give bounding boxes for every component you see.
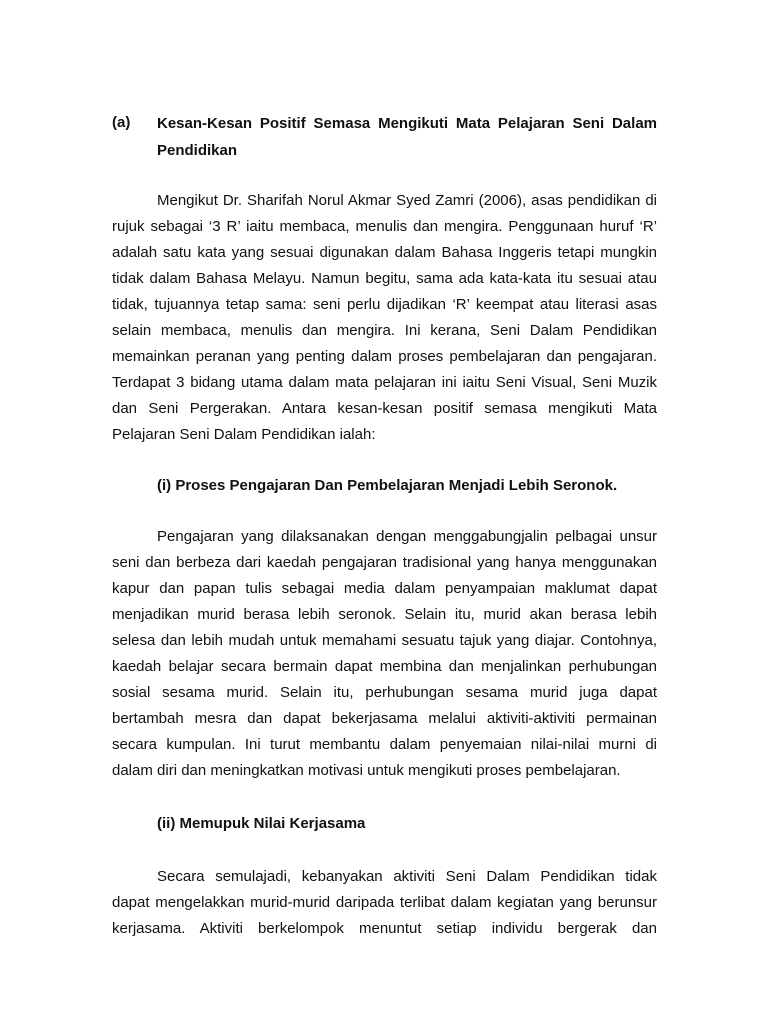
text-line: kapur dan papan tulis sebagai media dalam penyampaian maklumat dapat — [112, 580, 657, 597]
text-line: dalam diri dan meningkatkan motivasi untuk mengikuti proses pembelajaran. — [112, 762, 621, 779]
text-line: adalah satu kata yang sesuai digunakan dalam Bahasa Inggeris tetapi mungkin — [112, 244, 657, 261]
text-line: bertambah mesra dan dapat bekerjasama melalui aktiviti-aktiviti permainan — [112, 710, 657, 727]
text-line: tidak, tujuannya tetap sama: seni perlu dijadikan ‘R’ keempat atau literasi asas — [112, 296, 657, 313]
text-line: Terdapat 3 bidang utama dalam mata pelajaran ini iaitu Seni Visual, Seni Muzik — [112, 374, 657, 391]
section-title — [157, 110, 657, 164]
text-line: kerjasama. Aktiviti berkelompok menuntut setiap individu bergerak dan — [112, 920, 657, 937]
section-label: (a) — [112, 114, 131, 131]
text-line: menjadikan murid berasa lebih seronok. Selain itu, murid akan berasa lebih — [112, 606, 657, 623]
text-line: dapat mengelakkan murid-murid daripada terlibat dalam kegiatan yang berunsur — [112, 894, 657, 911]
paragraph-2 — [112, 524, 657, 784]
text-line: tidak dalam Bahasa Melayu. Namun begitu, sama ada kata-kata itu sesuai atau — [112, 270, 657, 287]
text-line: rujuk sebagai ‘3 R’ iaitu membaca, menulis dan mengira. Penggunaan huruf ‘R’ — [112, 218, 657, 235]
text-line: Mengikut Dr. Sharifah Norul Akmar Syed Zamri (2006), asas pendidikan di — [157, 192, 657, 209]
text-line: seni dan berbeza dari kaedah pengajaran tradisional yang hanya menggunakan — [112, 554, 657, 571]
text-line: selesa dan lebih mudah untuk memahami sesuatu tajuk yang diajar. Contohnya, — [112, 632, 657, 649]
text-line: selain membaca, menulis dan mengira. Ini kerana, Seni Dalam Pendidikan — [112, 322, 657, 339]
subheading-ii: (ii) Memupuk Nilai Kerjasama — [157, 815, 366, 832]
text-line: secara kumpulan. Ini turut membantu dalam penyemaian nilai-nilai murni di — [112, 736, 657, 753]
text-line: memainkan peranan yang penting dalam proses pembelajaran dan pengajaran. — [112, 348, 657, 365]
paragraph-1 — [112, 188, 657, 448]
text-line: Pelajaran Seni Dalam Pendidikan ialah: — [112, 426, 376, 443]
subheading-i: (i) Proses Pengajaran Dan Pembelajaran Menjadi Lebih Seronok. — [157, 477, 618, 494]
text-line: Secara semulajadi, kebanyakan aktiviti Seni Dalam Pendidikan tidak — [157, 868, 657, 885]
text-line: dan Seni Pergerakan. Antara kesan-kesan positif semasa mengikuti Mata — [112, 400, 657, 417]
paragraph-3 — [112, 864, 657, 942]
text-line: kaedah belajar secara bermain dapat membina dan menjalinkan perhubungan — [112, 658, 657, 675]
text-line: Pengajaran yang dilaksanakan dengan menggabungjalin pelbagai unsur — [157, 528, 657, 545]
text-line: sosial sesama murid. Selain itu, perhubungan sesama murid juga dapat — [112, 684, 657, 701]
section-title-line: Kesan-Kesan Positif Semasa Mengikuti Mata Pelajaran Seni Dalam — [157, 115, 657, 132]
section-title-line: Pendidikan — [157, 142, 238, 159]
